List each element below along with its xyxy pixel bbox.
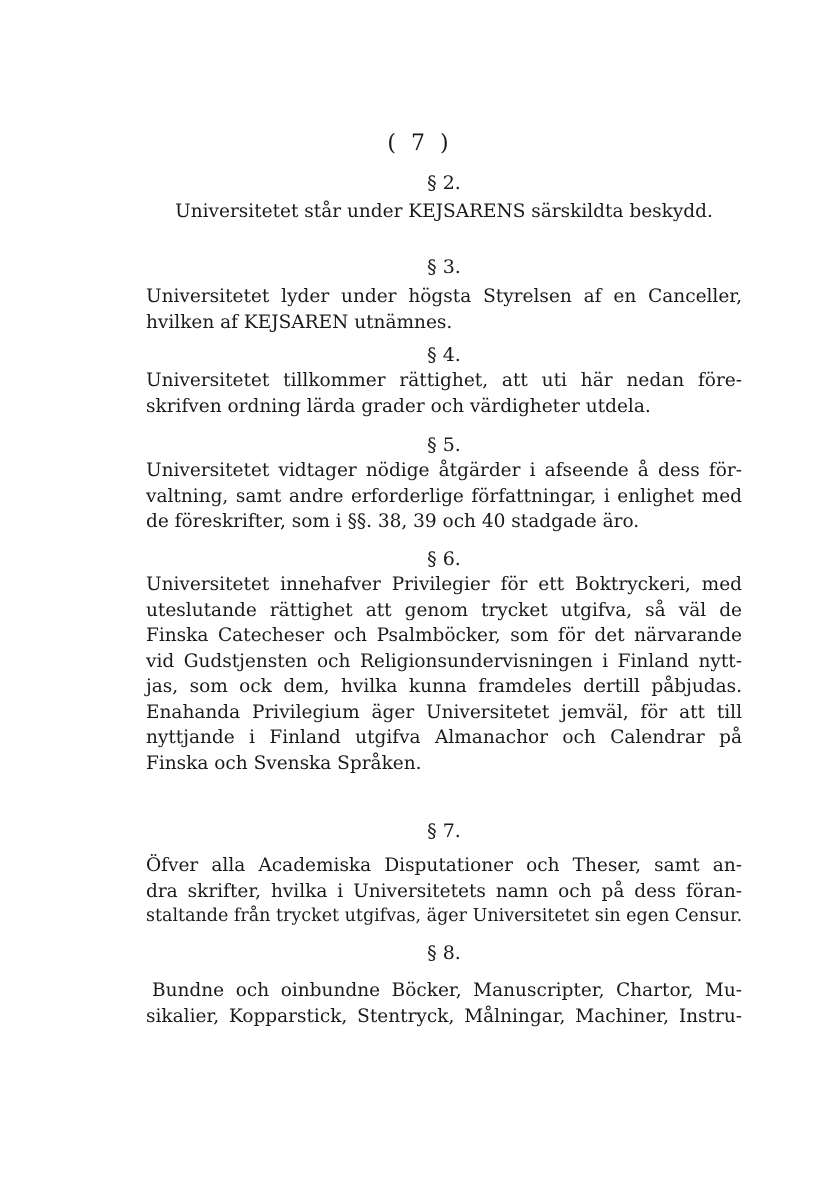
page-number: ( 7 ) xyxy=(387,131,453,156)
section-text-line: vid Gudstjensten och Religionsundervisningen i Finland nytt- xyxy=(146,650,742,672)
section-2 xyxy=(146,170,742,225)
section-7 xyxy=(146,818,742,930)
section-text-line: hvilken af KEJSAREN utnämnes. xyxy=(146,311,453,333)
section-text-line: nyttjande i Finland utgifva Almanachor och Calendrar på xyxy=(146,727,742,748)
section-heading: § 4. xyxy=(427,344,461,366)
section-text-line: sikalier, Kopparstick, Stentryck, Målningar, Machiner, Instru- xyxy=(146,1005,742,1027)
section-3 xyxy=(146,254,742,335)
section-text-line: Universitetet står under KEJSARENS särskildta beskydd. xyxy=(175,201,713,222)
section-heading: § 8. xyxy=(427,942,461,964)
section-5 xyxy=(146,432,742,535)
section-text-line: staltande från trycket utgifvas, äger Universitetet sin egen Censur. xyxy=(146,906,743,926)
section-text-line: uteslutande rättighet att genom trycket utgifva, så väl de xyxy=(146,599,742,621)
section-text-line: dra skrifter, hvilka i Universitetets namn och på dess föran- xyxy=(146,880,742,902)
section-6 xyxy=(146,546,742,776)
section-text-line: Universitetet lyder under högsta Styrelsen af en Canceller, xyxy=(146,286,742,307)
section-text-line: Universitetet tillkommer rättighet, att uti här nedan före- xyxy=(146,370,742,391)
section-text-line: Universitetet innehafver Privilegier för ett Boktryckeri, med xyxy=(146,574,742,595)
section-4 xyxy=(146,342,742,419)
section-heading: § 7. xyxy=(427,820,461,842)
section-text-line: Enahanda Privilegium äger Universitetet jemväl, för att till xyxy=(146,701,742,723)
section-text-line: valtning, samt andre erforderlige författningar, i enlighet med xyxy=(146,485,742,507)
section-text-line: Universitetet vidtager nödige åtgärder i afseende å dess för- xyxy=(146,460,742,481)
section-8 xyxy=(146,940,742,1029)
section-text-line: Bundne och oinbundne Böcker, Manuscripter, Chartor, Mu- xyxy=(152,980,742,1001)
section-heading: § 6. xyxy=(427,548,461,570)
section-heading: § 5. xyxy=(427,434,461,456)
section-text-line: de föreskrifter, som i §§. 38, 39 och 40 stadgade äro. xyxy=(146,511,640,532)
section-heading: § 3. xyxy=(427,256,461,278)
section-text-line: Finska och Svenska Språken. xyxy=(146,752,422,774)
section-text-line: Finska Catecheser och Psalmböcker, som för det närvarande xyxy=(146,625,742,646)
section-text-line: jas, som ock dem, hvilka kunna framdeles dertill påbjudas. xyxy=(146,676,742,697)
section-text-line: Öfver alla Academiska Disputationer och Theser, samt an- xyxy=(146,855,742,876)
section-heading: § 2. xyxy=(427,172,461,194)
section-text-line: skrifven ordning lärda grader och värdigheter utdela. xyxy=(146,395,651,417)
